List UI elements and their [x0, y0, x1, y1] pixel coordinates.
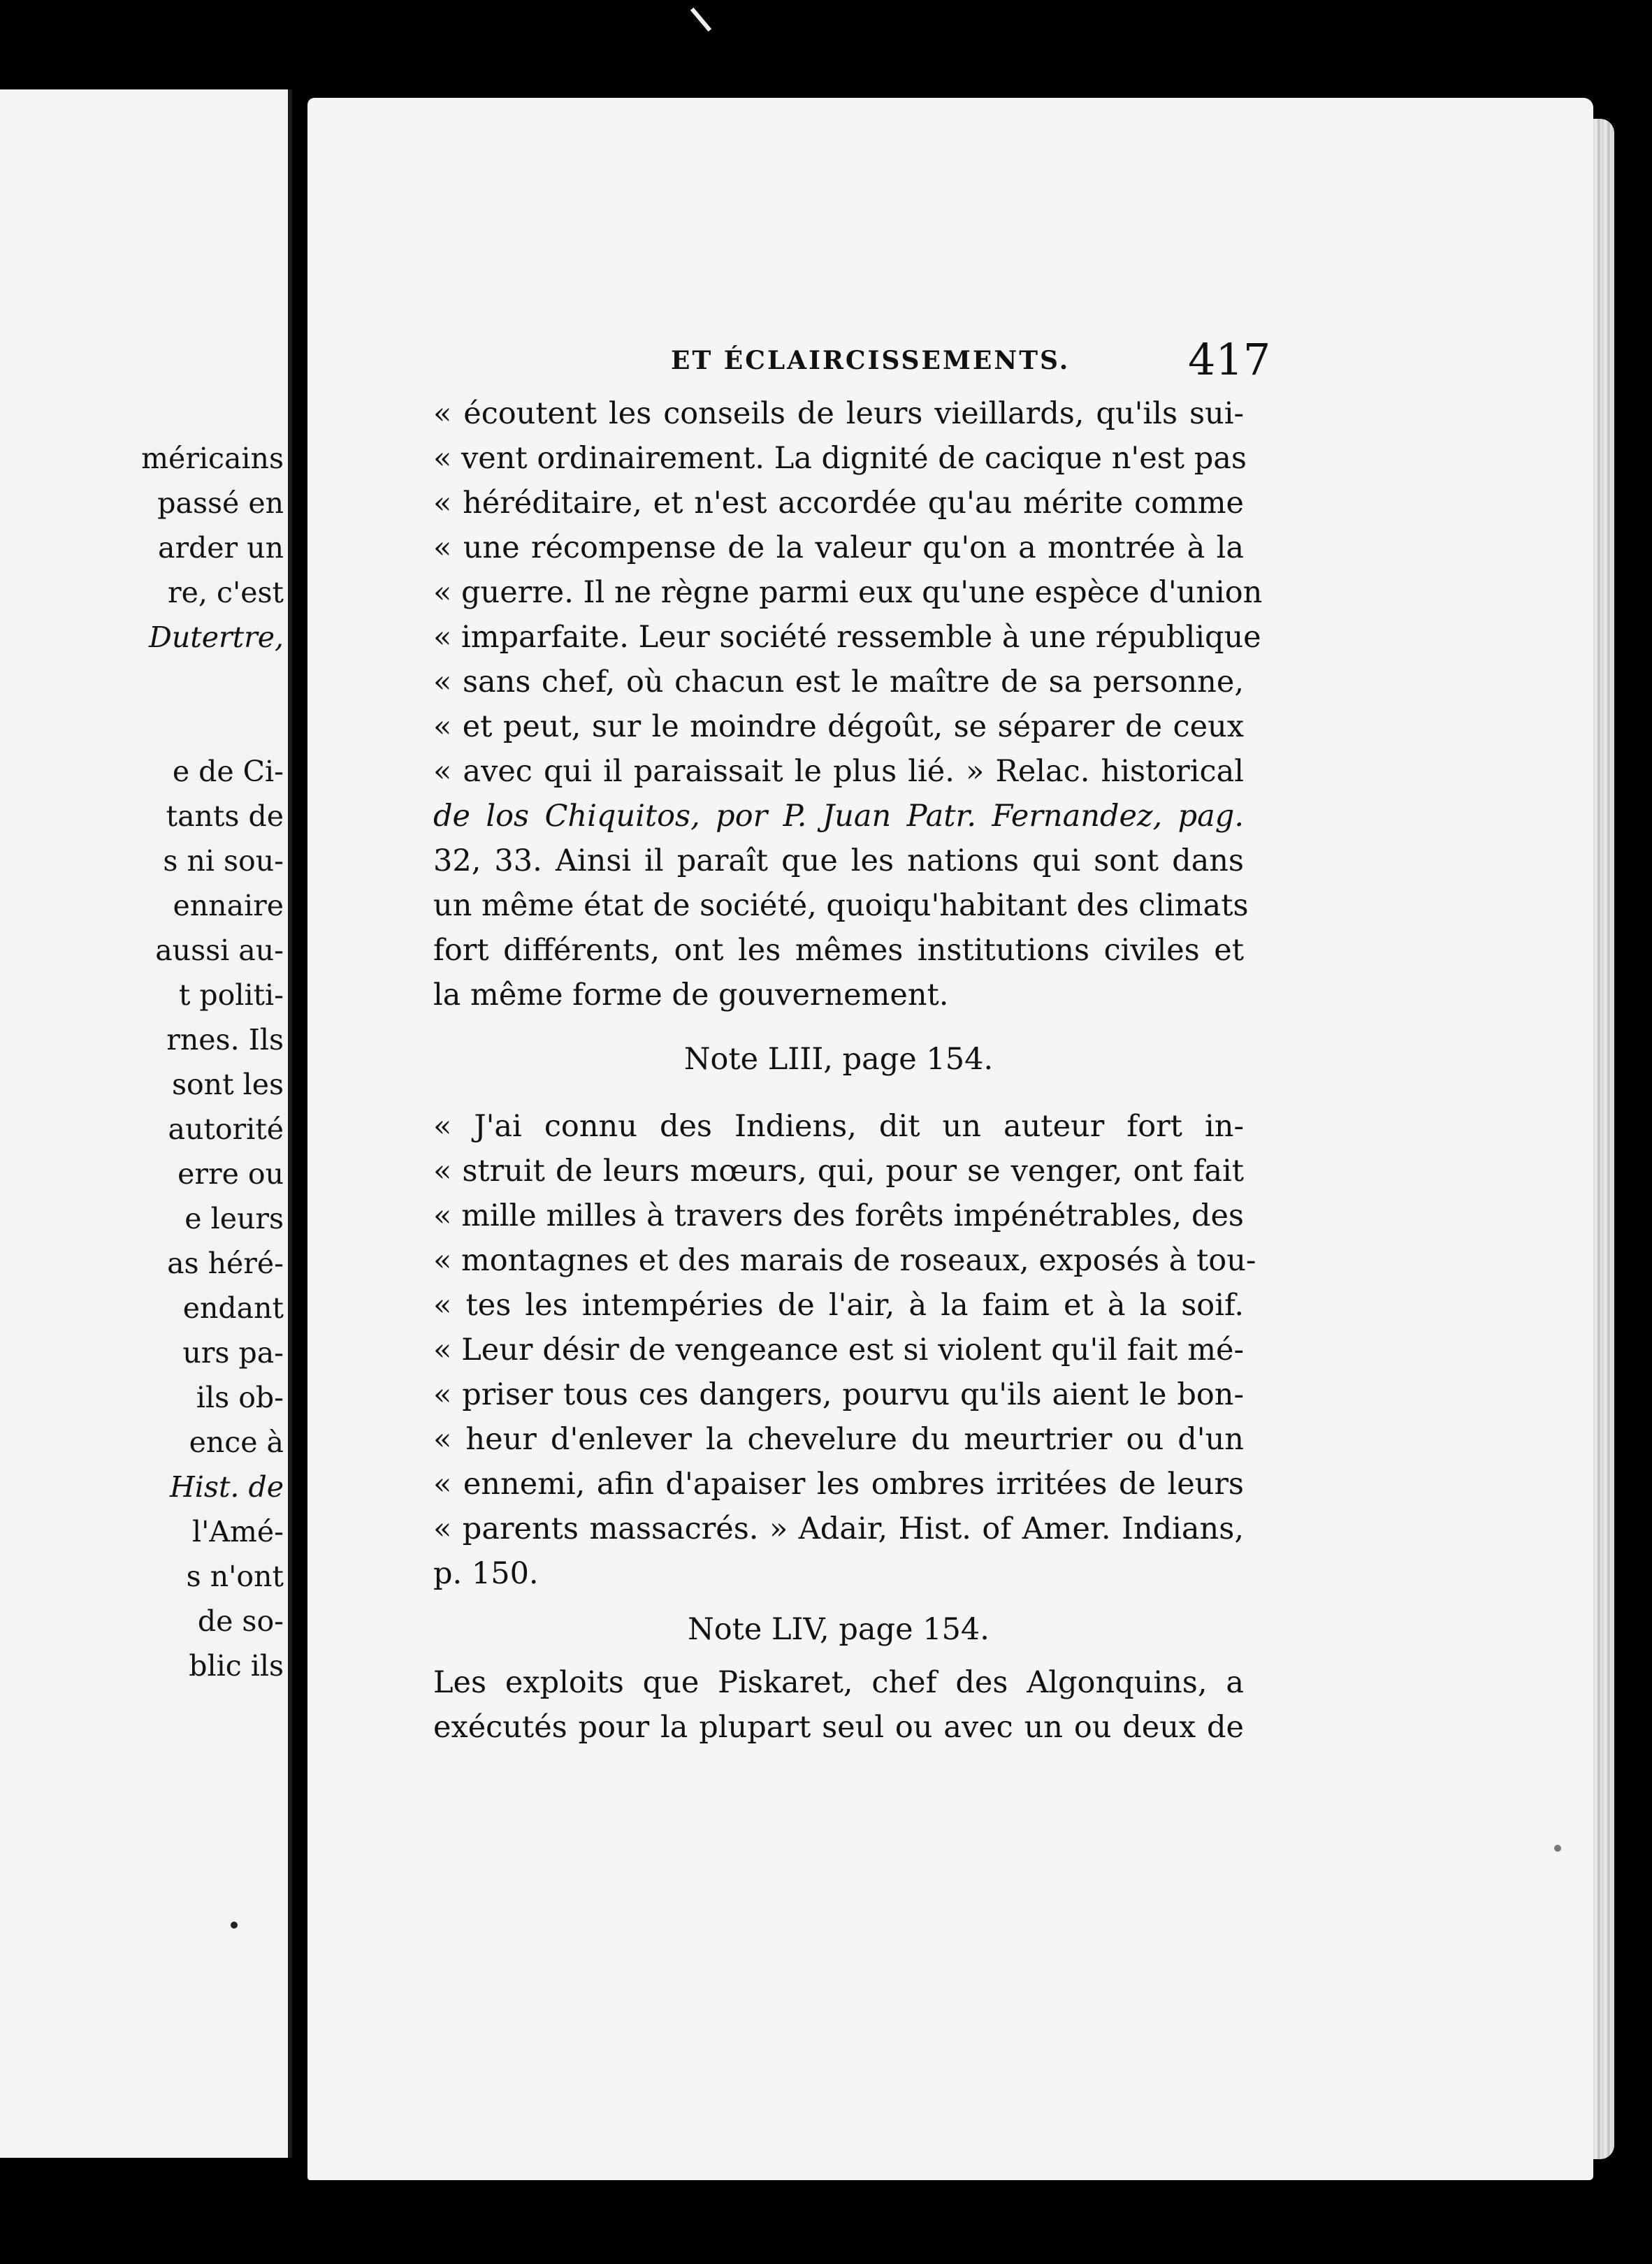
text-line: un même état de société, quoiqu'habitant des climats — [433, 888, 1249, 923]
text-line: la même forme de gouvernement. — [433, 978, 949, 1013]
left-line: ils ob- — [196, 1381, 284, 1414]
text-line: « et peut, sur le moindre dégoût, se séparer de ceux — [433, 709, 1244, 744]
text-line: « sans chef, où chacun est le maître de sa personne, — [433, 665, 1244, 699]
note-heading: Note LIII, page 154. — [683, 1042, 994, 1077]
text-line: « parents massacrés. » Adair, Hist. of Amer. Indians, — [433, 1511, 1244, 1546]
left-line: de so- — [197, 1604, 284, 1638]
text-line: « héréditaire, et n'est accordée qu'au mérite comme — [433, 486, 1244, 521]
text-line: « J'ai connu des Indiens, dit un auteur fort in- — [433, 1109, 1244, 1144]
left-line: autorité — [168, 1112, 284, 1146]
left-line: erre ou — [177, 1157, 284, 1191]
left-line: ence à — [189, 1425, 284, 1459]
left-line: passé en — [157, 486, 284, 520]
text-line: fort différents, ont les mêmes institutions civiles et — [433, 933, 1244, 968]
left-line: tants de — [166, 799, 284, 833]
left-line: as héré- — [167, 1247, 284, 1280]
text-line: « écoutent les conseils de leurs vieillards, qu'ils sui- — [433, 396, 1244, 431]
left-line: re, c'est — [168, 576, 284, 609]
left-line: Hist. de — [170, 1470, 284, 1504]
text-line: « heur d'enlever la chevelure du meurtrier ou d'un — [433, 1422, 1244, 1457]
text-line: « priser tous ces dangers, pourvu qu'ils aient le bon- — [433, 1377, 1244, 1412]
text-line: « guerre. Il ne règne parmi eux qu'une espèce d'union — [433, 575, 1263, 610]
left-line: sont les — [171, 1068, 284, 1101]
text-line: « ennemi, afin d'apaiser les ombres irritées de leurs — [433, 1467, 1244, 1502]
text-line: 32, 33. Ainsi il paraît que les nations qui sont dans — [433, 843, 1244, 878]
text-line: p. 150. — [433, 1556, 539, 1591]
text-line: « vent ordinairement. La dignité de cacique n'est pas — [433, 441, 1247, 476]
text-line: « imparfaite. Leur société ressemble à une république — [433, 620, 1261, 655]
text-line: « tes les intempéries de l'air, à la faim et à la soif. — [433, 1288, 1244, 1323]
left-line: arder un — [158, 531, 284, 565]
text-line: de los Chiquitos, por P. Juan Patr. Fernandez, pag. — [433, 799, 1244, 834]
left-line: ennaire — [173, 889, 284, 922]
scan-speck — [1554, 1845, 1561, 1852]
left-line: e de Ci- — [172, 755, 284, 788]
left-facing-page — [0, 89, 292, 2158]
text-line: « Leur désir de vengeance est si violent qu'il fait mé- — [433, 1333, 1244, 1367]
text-line: « mille milles à travers des forêts impénétrables, des — [433, 1198, 1244, 1233]
text-line: exécutés pour la plupart seul ou avec un ou deux de — [433, 1710, 1244, 1745]
text-line: « avec qui il paraissait le plus lié. » Relac. historical — [433, 754, 1244, 789]
left-line: s n'ont — [186, 1560, 284, 1593]
text-line: Les exploits que Piskaret, chef des Algonquins, a — [433, 1665, 1244, 1700]
page-number: 417 — [1188, 334, 1271, 385]
left-line: l'Amé- — [192, 1515, 284, 1548]
running-title: ET ÉCLAIRCISSEMENTS. — [671, 346, 1071, 375]
left-line: méricains — [141, 442, 284, 475]
text-line: « une récompense de la valeur qu'on a montrée à la — [433, 530, 1244, 565]
text-line: « montagnes et des marais de roseaux, exposés à tou- — [433, 1243, 1256, 1278]
left-line: blic ils — [189, 1649, 284, 1683]
left-line: aussi au- — [155, 934, 284, 967]
left-line: rnes. Ils — [166, 1023, 284, 1057]
scan-mark — [690, 8, 711, 31]
note-heading: Note LIV, page 154. — [688, 1612, 990, 1647]
left-line: urs pa- — [182, 1336, 284, 1370]
text-line: « struit de leurs mœurs, qui, pour se venger, ont fait — [433, 1154, 1244, 1189]
left-line: e leurs — [184, 1202, 284, 1235]
left-line: endant — [182, 1291, 284, 1325]
left-line: t politi- — [178, 978, 284, 1012]
left-line: s ni sou- — [163, 844, 284, 878]
scan-speck — [231, 1922, 238, 1929]
left-line: Dutertre, — [149, 621, 284, 654]
